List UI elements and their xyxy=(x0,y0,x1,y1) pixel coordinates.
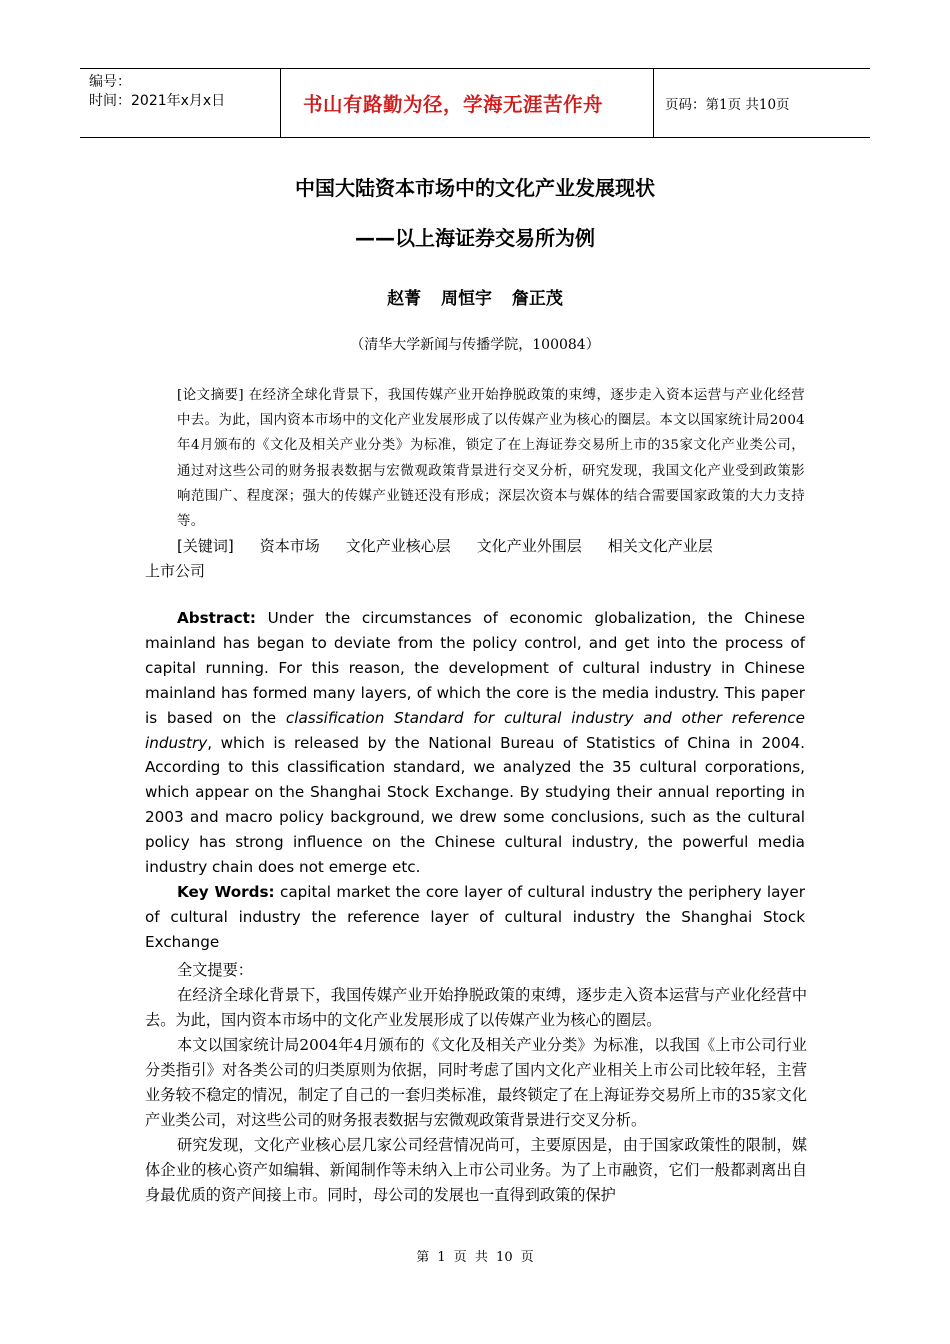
abstract-en-paragraph xyxy=(145,606,805,880)
document-title: 中国大陆资本市场中的文化产业发展现状 xyxy=(295,176,655,200)
keywords-cn-label: [关键词] xyxy=(177,537,234,555)
abstract-en-text-1: Under the circumstances of economic globalization, the Chinese mainland has began to deviate from the policy control, and get into the process of capital running. For this reason, the development of cultural industry in Chinese mainland has formed many layers, of which the core is the media industry. This paper is based on the xyxy=(145,609,805,727)
abstract-en-italic: classification Standard for cultural industry and other reference industry xyxy=(145,708,805,752)
number-label: 编号： xyxy=(89,74,131,90)
keyword-item: 资本市场 xyxy=(259,537,320,555)
body-text xyxy=(145,958,807,1208)
body-heading: 全文提要： xyxy=(177,961,253,979)
keyword-item: 上市公司 xyxy=(145,562,206,580)
abstract-cn-text: [论文摘要] 在经济全球化背景下，我国传媒产业开始挣脱政策的束缚，逐步走入资本运营与产业化经营中去。为此，国内资本市场中的文化产业发展形成了以传媒产业为核心的圈层。本文以国家统计局2004年4月颁布的《文化及相关产业分类》为标准，锁定了在上海证券交易所上市的35家文化产业类公司，通过对这些公司的财务报表数据与宏微观政策背景进行交叉分析，研究发现，我国文化产业受到政策影响范围广、程度深；强大的传媒产业链还没有形成；深层次资本与媒体的结合需要国家政策的大力支持等。 xyxy=(177,388,805,530)
abstract-en-text-2: , which is released by the National Bureau of Statistics of China in 2004. According to this classification standard, we analyzed the 35 cultural corporations, which appear on the Shanghai Stock Exchange. By studying their annual reporting in 2003 and macro policy background, we drew some conclusions, such as the cultural policy has strong influence on the Chinese cultural industry, the powerful media industry chain does not emerge etc. xyxy=(145,733,805,877)
header-page-info: 页码：第1页 共10页 xyxy=(665,97,790,113)
header-meta-cell xyxy=(80,69,281,137)
keyword-item: 文化产业核心层 xyxy=(345,537,451,555)
keywords-cn xyxy=(145,534,805,584)
body-paragraph: 研究发现，文化产业核心层几家公司经营情况尚可，主要原因是，由于国家政策性的限制，媒体企业的核心资产如编辑、新闻制作等未纳入上市公司业务。为了上市融资，它们一般都剥离出自身最优质的资产间接上市。同时，母公司的发展也一直得到政策的保护 xyxy=(145,1136,807,1204)
keywords-en-paragraph xyxy=(145,880,805,955)
keywords-en-label: Key Words: xyxy=(177,882,275,901)
abstract-en xyxy=(145,606,805,955)
keywords-en-text: capital market the core layer of cultural industry the periphery layer of cultural industry the reference layer of cultural industry the Shanghai Stock Exchange xyxy=(145,882,806,951)
header-motto: 书山有路勤为径，学海无涯苦作舟 xyxy=(281,69,654,137)
authors: 赵菁 周恒宇 詹正茂 xyxy=(387,289,563,309)
affiliation: （清华大学新闻与传播学院，100084） xyxy=(350,337,600,353)
abstract-en-label: Abstract: xyxy=(177,609,257,627)
document-subtitle: ——以上海证券交易所为例 xyxy=(355,226,595,250)
abstract-cn xyxy=(145,383,805,534)
body-paragraph: 本文以国家统计局2004年4月颁布的《文化及相关产业分类》为标准，以我国《上市公司行业分类指引》对各类公司的归类原则为依据，同时考虑了国内文化产业相关上市公司比较年轻，主营业务较不稳定的情况，制定了自己的一套归类标准，最终锁定了在上海证券交易所上市的35家文化产业类公司，对这些公司的财务报表数据与宏微观政策背景进行交叉分析。 xyxy=(145,1036,807,1129)
page-footer: 第 1 页 共 10 页 xyxy=(416,1250,534,1265)
keyword-item: 相关文化产业层 xyxy=(607,537,713,555)
keyword-item: 文化产业外围层 xyxy=(476,537,582,555)
date-label: 时间：2021年x月x日 xyxy=(89,93,226,109)
body-paragraph: 在经济全球化背景下，我国传媒产业开始挣脱政策的束缚，逐步走入资本运营与产业化经营中去。为此，国内资本市场中的文化产业发展形成了以传媒产业为核心的圈层。 xyxy=(145,986,807,1029)
header-table xyxy=(80,68,870,138)
